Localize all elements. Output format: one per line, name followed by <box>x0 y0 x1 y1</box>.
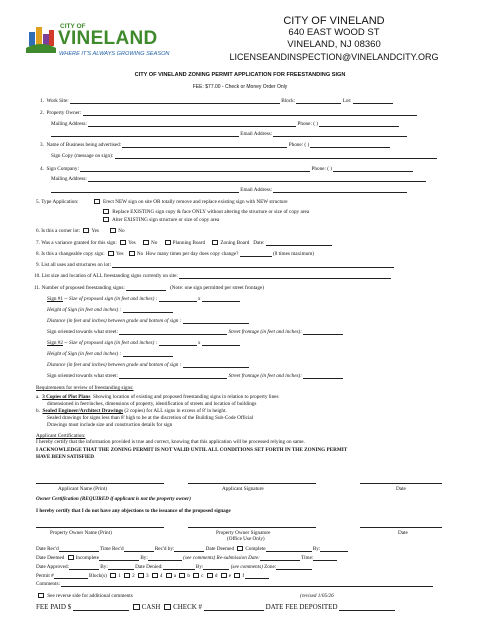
complete-date-input[interactable] <box>266 546 312 552</box>
sign2-street-row: Sign oriented towards what street: Street frontage (in feet and inches): <box>47 373 343 379</box>
denied-date-input[interactable] <box>163 564 195 570</box>
cert-text: I hereby certify that the information provided is true and correct, knowing that this application will be processed relying on same. <box>36 439 305 445</box>
business-phone-input[interactable] <box>310 142 390 148</box>
req-a-row: a. 3 Copies of Plot Plans Showing location of existing and proposed freestanding signs in relation to property lines <box>36 394 279 400</box>
owner-signature-line[interactable] <box>188 527 316 528</box>
requirements-heading: Requirements for review of freestanding signs: <box>36 385 134 391</box>
cert-heading: Applicant Certification: <box>36 433 86 439</box>
incomplete-date-input[interactable] <box>99 555 139 561</box>
comments-row: Comments: <box>36 581 433 587</box>
q4-row: 4. Sign Company: Phone: ( ) <box>40 166 413 172</box>
sign2-label: Sign #2 <box>47 340 63 346</box>
check-number-input[interactable] <box>204 603 264 611</box>
check-checkbox[interactable] <box>164 604 171 610</box>
owner-cert-text: I hereby certify that I do not have any objections to the issuance of the proposed signage <box>36 508 231 514</box>
applicant-date-line[interactable] <box>360 483 442 484</box>
office-line-3: Date Approved: By: Date Denied: By: (see comments) Zone: <box>36 564 312 570</box>
sign1-size-h-input[interactable] <box>202 296 240 302</box>
sign-copy-input[interactable] <box>115 153 437 159</box>
applicant-signature-line[interactable] <box>188 483 316 484</box>
lot-input[interactable] <box>353 98 393 104</box>
q6-row: 6. Is this a corner lot: Yes No <box>36 228 125 234</box>
sign2-height-input[interactable] <box>123 351 173 357</box>
q8-row: 8. Is this a changeable copy sign: Yes No How many times per day does copy change? (8 times maximum) <box>36 251 314 257</box>
existing-signs-input[interactable] <box>179 273 391 279</box>
q5-opt3-row: Alter EXISTING sign structure or size of copy area <box>101 217 219 223</box>
sign2-size-row: Sign #2 -- Size of proposed sign (in feet and inches) : x <box>47 340 240 346</box>
owner-input[interactable] <box>83 110 417 116</box>
variance-no-checkbox[interactable] <box>143 240 149 245</box>
city-logo <box>26 22 176 70</box>
planning-board-checkbox[interactable] <box>165 240 171 245</box>
office-line-4: Permit # Block(s) 1 2 3 4 a b c d e f <box>36 573 269 579</box>
changeable-yes-checkbox[interactable] <box>108 251 114 256</box>
permit-number-input[interactable] <box>54 573 88 579</box>
variance-yes-checkbox[interactable] <box>120 240 126 245</box>
resubmission-time-input[interactable] <box>313 555 337 561</box>
company-mailing-input[interactable] <box>88 176 426 182</box>
sign2-size-w-input[interactable] <box>159 340 197 346</box>
q2-mailing-row: Mailing Address: Phone: ( ) <box>51 121 399 127</box>
complete-checkbox[interactable] <box>237 546 243 551</box>
zoning-board-checkbox[interactable] <box>212 240 218 245</box>
owner-date-caption: Date <box>398 530 408 536</box>
owner-mailing-input[interactable] <box>88 121 296 127</box>
sign1-distance-row: Distance (in feet and inches) between grade and bottom of sign : <box>47 318 249 324</box>
block-f-checkbox[interactable] <box>234 573 240 578</box>
fee-paid-row: FEE PAID $ CASH CHECK # DATE FEE DEPOSITED <box>36 603 395 611</box>
q4-mailing-row: Mailing Address: <box>51 176 426 182</box>
logo-city-of: CITY OF <box>60 23 86 30</box>
block-b-checkbox[interactable] <box>179 573 185 578</box>
corner-no-checkbox[interactable] <box>110 228 116 233</box>
block-3-checkbox[interactable] <box>138 573 144 578</box>
complete-by-input[interactable] <box>320 546 348 552</box>
req-b-row: b. Sealed Engineer/Architect Drawings (2 copies) for ALL signs in excess of 8' in height. <box>36 408 227 414</box>
type-replace-checkbox[interactable] <box>103 209 109 214</box>
sign1-distance-input[interactable] <box>183 318 249 324</box>
copy-change-input[interactable] <box>240 251 272 257</box>
business-input[interactable] <box>122 142 287 148</box>
q1-row: 1. Work Site: Block: Lot: <box>40 98 393 104</box>
sign2-distance-row: Distance (in feet and inches) between grade and bottom of sign : <box>47 362 249 368</box>
owner-email-input[interactable] <box>273 131 407 137</box>
owner-date-line[interactable] <box>360 527 442 528</box>
sign1-street-input[interactable] <box>119 329 227 335</box>
q5-opt2-row: Replace EXISTING sign copy & face ONLY without altering the structure or size of copy area <box>101 209 309 215</box>
sign2-distance-input[interactable] <box>183 362 249 368</box>
sign2-street-input[interactable] <box>119 373 227 379</box>
sign1-frontage-input[interactable] <box>303 329 343 335</box>
applicant-name-caption: Applicant Name (Print) <box>58 486 107 492</box>
fee-line: FEE: $77.00 - Check or Money Order Only <box>192 84 288 90</box>
office-line-2: Date Deemed Incomplete By: (see comments) Re-submission Date: Time: <box>36 555 337 561</box>
approved-by-input[interactable] <box>108 564 134 570</box>
owner-name-caption: Property Owner Name (Print) <box>50 530 112 536</box>
sign1-size-w-input[interactable] <box>159 296 197 302</box>
sign1-label: Sign #1 <box>47 296 63 302</box>
incomplete-checkbox[interactable] <box>68 555 74 560</box>
q10-row: 10. List size and location of ALL freestanding signs currently on site: <box>34 273 391 279</box>
office-title: CITY OF VINELAND <box>283 15 385 27</box>
block-4-checkbox[interactable] <box>152 573 158 578</box>
logo-name: VINELAND <box>58 28 158 49</box>
uses-input[interactable] <box>112 262 394 268</box>
applicant-signature-caption: Applicant Signature <box>222 486 264 492</box>
req-a-row-2: dimensioned in feet/inches, dimensions of property, identification of streets and location of buildings <box>47 401 257 407</box>
office-street: 640 EAST WOOD ST <box>288 27 380 38</box>
block-a-checkbox[interactable] <box>166 573 172 578</box>
sign2-size-h-input[interactable] <box>202 340 240 346</box>
deposit-date-input[interactable] <box>339 603 395 611</box>
sign1-height-row: Height of Sign (in feet and inches) : <box>47 307 173 313</box>
office-email[interactable]: LICENSEANDINSPECTION@VINELANDCITY.ORG <box>229 52 439 62</box>
company-email-input[interactable] <box>273 187 407 193</box>
q2-row: 2. Property Owner: <box>40 110 417 116</box>
block-2-checkbox[interactable] <box>124 573 130 578</box>
req-b-row-2: Sealed drawings for signs less than 8' high to be at the discretion of the Building Sub-Code Official <box>47 415 254 421</box>
sign2-height-row: Height of Sign (in feet and inches) : <box>47 351 173 357</box>
block-other-input[interactable] <box>245 573 269 579</box>
company-input[interactable] <box>80 166 310 172</box>
block-1-checkbox[interactable] <box>110 573 116 578</box>
office-use-caption: (Office Use Only) <box>227 536 265 542</box>
q7-row: 7. Was a variance granted for this sign: Yes No Planning Board Zoning Board Date: <box>36 240 332 246</box>
block-e-checkbox[interactable] <box>221 573 227 578</box>
type-new-checkbox[interactable] <box>94 199 100 204</box>
applicant-date-caption: Date <box>396 486 406 492</box>
incomplete-by-input[interactable] <box>148 555 182 561</box>
q3-row: 3. Name of Business being advertised: Phone: ( ) <box>40 142 390 148</box>
num-signs-input[interactable] <box>126 285 166 291</box>
office-address <box>224 15 444 63</box>
recd-by-input[interactable] <box>174 546 204 552</box>
owner-signature-caption: Property Owner Signature <box>216 530 271 536</box>
sign1-height-input[interactable] <box>123 307 173 313</box>
sign1-street-row: Sign oriented towards what street: Street frontage (in feet and inches): <box>47 329 343 335</box>
sign2-frontage-input[interactable] <box>303 373 343 379</box>
date-recd-input[interactable] <box>59 546 99 552</box>
block-d-checkbox[interactable] <box>207 573 213 578</box>
company-phone-input[interactable] <box>333 166 413 172</box>
variance-date-input[interactable] <box>266 240 332 246</box>
form-title: CITY OF VINELAND ZONING PERMIT APPLICATION FOR FREESTANDING SIGN <box>134 72 346 78</box>
owner-cert-heading: Owner Certification (REQUIRED if applicant is not the property owner) <box>36 496 191 502</box>
q9-row: 9. List all uses and structures on lot: <box>36 262 394 268</box>
owner-phone-input[interactable] <box>319 121 399 127</box>
req-b-row-3: Drawings must include size and construction details for sign <box>47 422 173 428</box>
logo-tagline: WHERE IT'S ALWAYS GROWING SEASON <box>59 51 170 57</box>
corner-yes-checkbox[interactable] <box>83 228 89 233</box>
reverse-side-row: See reverse side for additional comments <box>36 593 133 599</box>
owner-name-line[interactable] <box>36 527 164 528</box>
applicant-name-line[interactable] <box>36 483 164 484</box>
zone-input[interactable] <box>276 564 312 570</box>
q4-email-row: Email Address: <box>51 187 407 193</box>
skyline-icon <box>26 24 56 54</box>
cash-checkbox[interactable] <box>133 604 140 610</box>
q2-email-row: Email Address: <box>51 131 407 137</box>
type-alter-checkbox[interactable] <box>103 217 109 222</box>
sign1-size-row: Sign #1 -- Size of proposed sign (in feet and inches) : x <box>47 296 240 302</box>
q5-row: 5. Type Application: Erect NEW sign on site OR totally remove and replace existing sign with NEW structure <box>36 199 288 205</box>
reverse-side-checkbox[interactable] <box>38 593 44 598</box>
office-line-1: Date Rec'd Time Rec'd Rec'd by: Date Deemed Complete By: <box>36 546 348 552</box>
company-mailing-input-2[interactable] <box>51 187 239 193</box>
cert-ack-2: HAVE BEEN SATISFIED <box>36 454 95 460</box>
cert-ack-1: I ACKNOWLEDGE THAT THE ZONING PERMIT IS NOT VALID UNTIL ALL CONDITIONS SET FORTH IN THE ZONING PERMIT <box>36 447 348 453</box>
owner-mailing-input-2[interactable] <box>51 131 239 137</box>
block-input[interactable] <box>296 98 341 104</box>
approved-date-input[interactable] <box>69 564 99 570</box>
work-site-input[interactable] <box>70 98 280 104</box>
revised-date: (revised 1/05/26 <box>300 593 334 599</box>
denied-by-input[interactable] <box>203 564 229 570</box>
q3-copy-row: Sign Copy (message on sign): <box>51 153 437 159</box>
block-c-checkbox[interactable] <box>193 573 199 578</box>
q11-row: 11. Number of proposed freestanding signs: (Note: one sign permitted per street frontage) <box>34 285 264 291</box>
changeable-no-checkbox[interactable] <box>129 251 135 256</box>
resubmission-date-input[interactable] <box>260 555 300 561</box>
office-city: VINELAND, NJ 08360 <box>287 39 381 50</box>
time-recd-input[interactable] <box>124 546 154 552</box>
fee-paid-input[interactable] <box>73 603 129 611</box>
comments-input[interactable] <box>61 581 433 587</box>
